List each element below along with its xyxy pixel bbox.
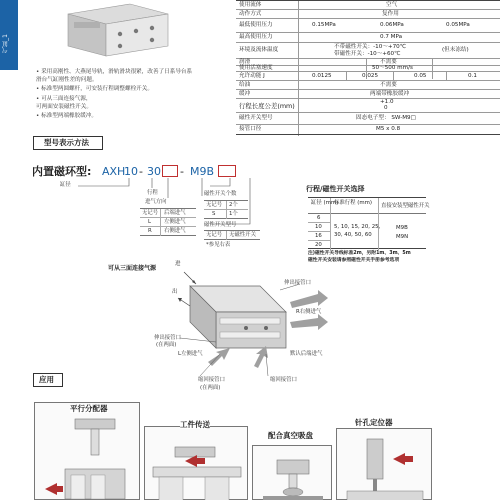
application-panel bbox=[336, 428, 432, 500]
spec-row bbox=[236, 1, 500, 10]
count-code: S bbox=[212, 211, 216, 217]
feature-bullet: • 标准型两圆螺杆，可安装行程调整螺栓开关。 bbox=[36, 86, 153, 92]
count-desc: 2个 bbox=[229, 202, 238, 208]
spec-row bbox=[236, 59, 500, 66]
feature-bullet: 可两面安装磁性开关。 bbox=[36, 104, 92, 110]
application-illustration bbox=[35, 413, 141, 500]
spec-value: 固态电子型： SW-M9□ bbox=[356, 115, 416, 121]
application-label: 针孔定位器 bbox=[355, 418, 393, 427]
model-stroke: 30 bbox=[147, 165, 161, 178]
dir-code: R bbox=[148, 228, 152, 234]
spec-value: 带磁性开关：-10～+60℃ bbox=[334, 51, 401, 57]
spec-label: 接管口径 bbox=[239, 126, 262, 132]
spec-row bbox=[236, 125, 500, 135]
type-desc: 无磁性开关 bbox=[229, 232, 256, 238]
section-heading: 应用 bbox=[39, 375, 54, 384]
application-illustration bbox=[337, 429, 433, 500]
dir-desc: 后端进气 bbox=[164, 210, 186, 216]
spec-value: 不需要 bbox=[380, 59, 397, 65]
spec-value: 0.0125 bbox=[312, 73, 332, 79]
spec-table bbox=[236, 0, 500, 135]
switch-type-note: *参见右表 bbox=[206, 242, 231, 248]
spec-row bbox=[236, 19, 500, 33]
model-dash: - bbox=[139, 165, 143, 178]
application-label: 工件传送 bbox=[180, 420, 210, 429]
label-bore: 缸径 bbox=[60, 182, 71, 188]
section-heading: 型号表示方法 bbox=[44, 138, 89, 147]
product-image bbox=[60, 0, 172, 62]
spec-label: 行程长度公差(mm) bbox=[239, 102, 295, 110]
side-tab-label: 气缸_1 bbox=[2, 34, 9, 53]
diagram-label-extend-port-left: 伸出接管口 bbox=[154, 335, 181, 341]
spec-label: 润滑 bbox=[239, 59, 251, 65]
count-desc: 1个 bbox=[229, 211, 238, 217]
port-diagram bbox=[150, 262, 340, 382]
spec-row bbox=[236, 113, 500, 125]
stroke-table-title: 行程/磁性开关选择 bbox=[306, 185, 365, 193]
switch-count-table bbox=[204, 200, 248, 218]
type-code: 无记号 bbox=[206, 232, 223, 238]
dir-desc: 右侧进气 bbox=[164, 228, 186, 234]
bore-cell: 20 bbox=[315, 242, 322, 248]
stroke-header: 标准行程 (mm) bbox=[334, 200, 372, 206]
dir-desc: 左侧进气 bbox=[164, 219, 186, 225]
diagram-label-extend-port-left2: (在两面) bbox=[156, 342, 177, 348]
spec-value: 复作用 bbox=[382, 11, 399, 17]
spec-label: 磁性开关型号 bbox=[239, 115, 273, 121]
spec-label: 动作方式 bbox=[239, 11, 262, 17]
spec-label: 缓冲 bbox=[239, 91, 251, 97]
spec-value: +1.0 bbox=[380, 99, 394, 105]
spec-value: 0.06MPa bbox=[380, 22, 404, 28]
spec-label: 允许动能 J bbox=[239, 73, 265, 79]
spec-value: 空气 bbox=[386, 2, 398, 8]
diagram-label-retract-port-right: 缩回接管口 bbox=[270, 377, 297, 383]
diagram-label-out: 出 bbox=[172, 289, 178, 295]
spec-value: 0 bbox=[384, 105, 388, 111]
switch-type-table bbox=[204, 230, 260, 240]
spec-value: 50～500 mm/s bbox=[372, 65, 413, 71]
switch-cell: M9N bbox=[396, 234, 409, 240]
stroke-note: 磁性开关安装请参照磁性开关手册参考选项 bbox=[308, 258, 400, 263]
spec-row bbox=[236, 72, 500, 81]
feature-bullet: • 采用高刚性、大燕尾导轨，滑轨滑块很紧，改善了日系导台系 bbox=[36, 69, 193, 75]
spec-row bbox=[236, 33, 500, 43]
label-stroke: 行程 bbox=[147, 190, 158, 196]
spec-label: 最低使用压力 bbox=[239, 22, 273, 28]
model-prefix: AXH bbox=[102, 165, 126, 178]
diagram-label-extend-port: 伸出接管口 bbox=[284, 280, 311, 286]
spec-value: (但未冻结) bbox=[442, 47, 469, 53]
application-panel bbox=[252, 445, 332, 500]
spec-value: 0.05MPa bbox=[446, 22, 470, 28]
application-panel bbox=[34, 402, 140, 500]
spec-row bbox=[236, 43, 500, 59]
spec-row bbox=[236, 90, 500, 99]
model-dash: - bbox=[180, 165, 184, 178]
diagram-label-l-side: L左侧进气 bbox=[178, 351, 203, 357]
application-illustration bbox=[253, 446, 333, 500]
diagram-label-r-side: R右侧进气 bbox=[296, 309, 322, 315]
bore-cell: 10 bbox=[315, 224, 322, 230]
label-stroke-direction: 进气方向 bbox=[145, 199, 167, 205]
diagram-caption: 可从三面连接气源 bbox=[108, 265, 157, 272]
feature-bullet: 滑台气缸刚性差的问题。 bbox=[36, 77, 98, 83]
diagram-label-in: 进 bbox=[175, 261, 181, 267]
stroke-header: 直接安装型磁性开关 bbox=[381, 203, 430, 209]
spec-value: 0.7 MPa bbox=[380, 34, 403, 40]
application-label: 平行分配器 bbox=[70, 404, 108, 413]
spec-label: 给油 bbox=[239, 82, 251, 88]
spec-label: 使用活塞速度 bbox=[239, 65, 273, 71]
model-switch: M9B bbox=[190, 165, 215, 178]
bore-cell: 16 bbox=[315, 233, 322, 239]
application-label: 配合真空吸盘 bbox=[268, 431, 313, 440]
label-switch-count: 磁性开关个数 bbox=[204, 191, 237, 197]
spec-label: 使用流体 bbox=[239, 2, 262, 8]
diagram-label-rear: 默认后端进气 bbox=[290, 351, 323, 357]
feature-bullet: • 标准型两端橡胶缓冲。 bbox=[36, 113, 98, 119]
stroke-header: 缸径 (mm) bbox=[311, 200, 339, 206]
spec-label: 最高使用压力 bbox=[239, 34, 273, 40]
label-switch-type: 磁性开关型号 bbox=[204, 222, 237, 228]
spec-value: M5 x 0.8 bbox=[376, 126, 401, 132]
spec-value: 0.1 bbox=[468, 73, 477, 79]
bore-cell: 6 bbox=[317, 215, 321, 221]
stroke-table bbox=[308, 197, 430, 249]
application-panel bbox=[144, 426, 248, 500]
spec-value: 两端带橡胶缓冲 bbox=[370, 91, 410, 97]
spec-row bbox=[236, 10, 500, 19]
diagram-label-retract-port-left: 缩回接管口 bbox=[198, 377, 225, 383]
spec-value: 不带磁性开关：-10～+70℃ bbox=[334, 44, 406, 50]
spec-row bbox=[236, 99, 500, 113]
switch-cell: M9B bbox=[396, 225, 408, 231]
spec-label: 环境及流体温度 bbox=[239, 47, 279, 53]
application-illustration bbox=[145, 427, 249, 500]
spec-value: 0.15MPa bbox=[312, 22, 336, 28]
stroke-values: 5, 10, 15, 20, 25, 30, 40, 50, 60 bbox=[334, 224, 381, 238]
direction-table bbox=[140, 208, 196, 236]
stroke-note: 注)磁性开关导线标准2m，另附1m、3m、5m bbox=[308, 251, 411, 256]
spec-value: 0.025 bbox=[362, 73, 379, 79]
spec-value: 不需要 bbox=[380, 82, 397, 88]
dir-code: 无记号 bbox=[142, 210, 159, 216]
model-bore: 10 bbox=[124, 165, 138, 178]
feature-bullet: • 可从三面连接气源， bbox=[36, 96, 92, 102]
spec-value: 0.05 bbox=[414, 73, 427, 79]
spec-row bbox=[236, 81, 500, 90]
dir-code: L bbox=[148, 219, 152, 225]
diagram-label-retract-port-left2: (在两面) bbox=[200, 385, 221, 391]
count-code: 无记号 bbox=[206, 202, 223, 208]
model-code-title: 内置磁环型: bbox=[32, 165, 92, 178]
